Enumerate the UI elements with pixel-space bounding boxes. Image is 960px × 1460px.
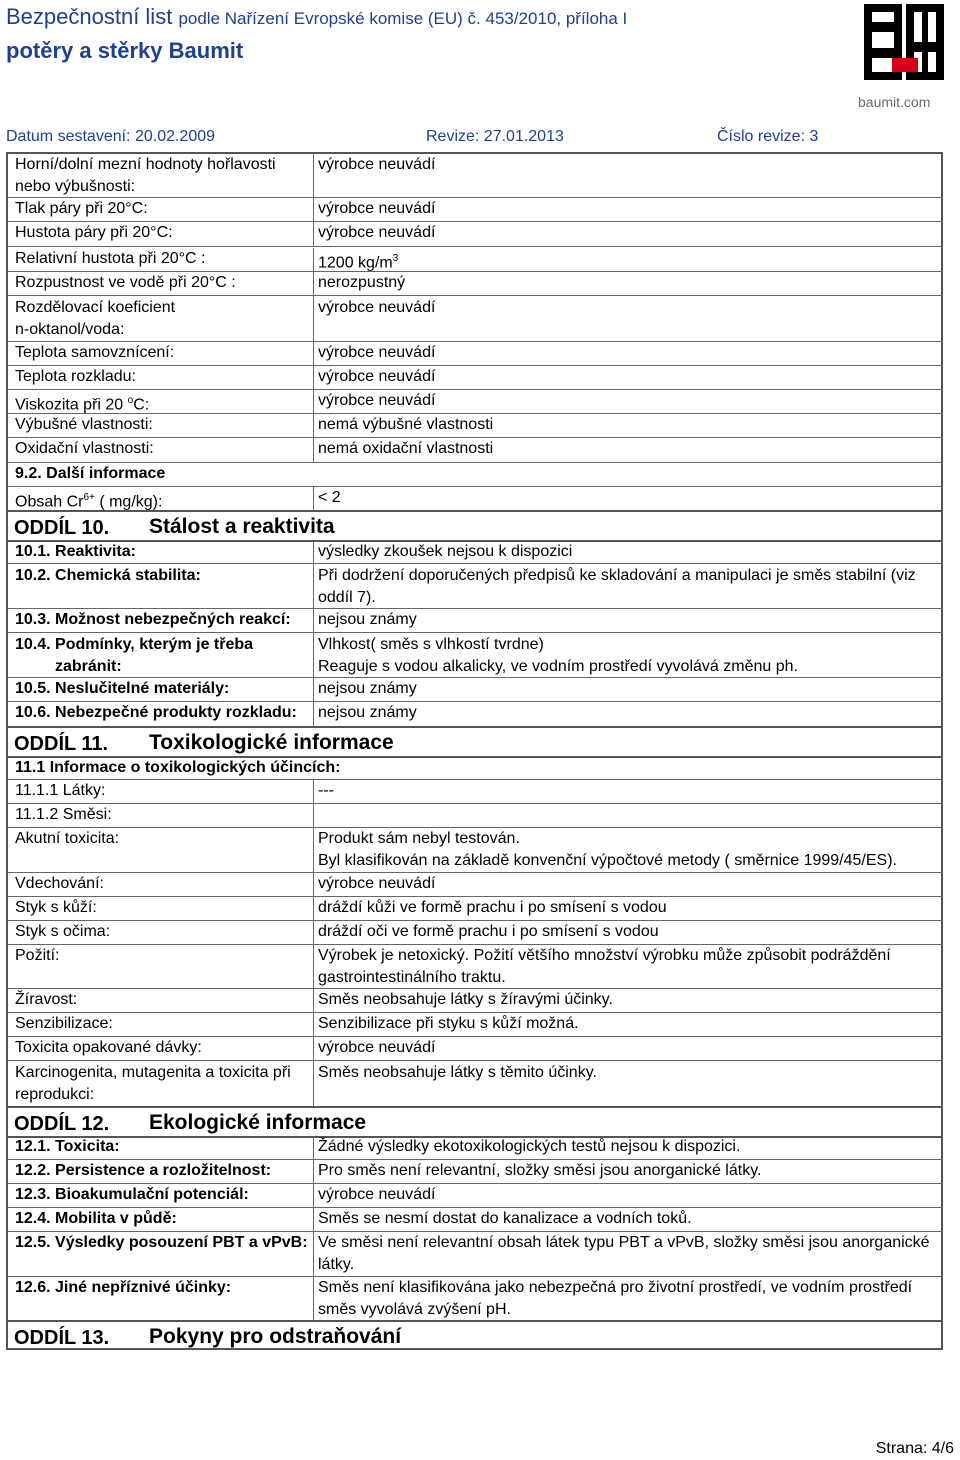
- row-value: gastrointestinálního traktu.: [318, 969, 506, 986]
- revision-number: Číslo revize: 3: [717, 128, 819, 145]
- subsection-heading: 9.2. Další informace: [15, 465, 166, 482]
- row-label: zabránit:: [55, 658, 122, 675]
- row-label: Požití:: [15, 947, 60, 964]
- s11-row: [8, 1013, 943, 1037]
- row-value: nejsou známy: [318, 704, 417, 721]
- row-label: reprodukci:: [15, 1086, 95, 1103]
- row-label: Teplota rozkladu:: [15, 368, 136, 385]
- row-value: látky.: [318, 1256, 355, 1273]
- row-label: 10.4. Podmínky, kterým je třeba: [15, 636, 254, 653]
- row-label: Senzibilizace:: [15, 1015, 113, 1032]
- s12-row: [8, 1277, 943, 1322]
- row-value: Výrobek je netoxický. Požití většího množství výrobku může způsobit podráždění: [318, 947, 891, 964]
- row-value: výrobce neuvádí: [318, 875, 436, 892]
- section-number: ODDÍL 13.: [14, 1327, 110, 1349]
- s9-row: [8, 198, 943, 222]
- row-value: výrobce neuvádí: [318, 344, 436, 361]
- divider: [313, 702, 314, 726]
- row-label: 10.1. Reaktivita:: [15, 543, 136, 560]
- s9-row: [8, 438, 943, 463]
- section-11-heading: [8, 726, 943, 758]
- row-value: oddíl 7).: [318, 589, 376, 606]
- row-label: Styk s očima:: [15, 923, 111, 940]
- divider: [313, 1037, 314, 1060]
- row-value: Vlhkost( směs s vlhkostí tvrdne): [318, 636, 544, 653]
- row-value: Ve směsi není relevantní obsah látek typu PBT a vPvB, složky směsi jsou anorganické: [318, 1234, 930, 1251]
- s9-row: [8, 390, 943, 414]
- divider: [313, 296, 314, 341]
- divider: [313, 414, 314, 437]
- row-label: 10.6. Nebezpečné produkty rozkladu:: [15, 704, 297, 721]
- row-value: výsledky zkoušek nejsou k dispozici: [318, 543, 573, 560]
- divider: [313, 989, 314, 1012]
- row-value: Žádné výsledky ekotoxikologických testů nejsou k dispozici.: [318, 1138, 741, 1155]
- s12-row: [8, 1232, 943, 1277]
- title-main: Bezpečnostní list: [6, 4, 173, 29]
- divider: [313, 780, 314, 803]
- row-label: Tlak páry při 20°C:: [15, 200, 148, 217]
- row-label: 10.5. Neslučitelné materiály:: [15, 680, 230, 697]
- row-label: nebo výbušnosti:: [15, 178, 136, 195]
- s10-row: [8, 564, 943, 609]
- subsection-heading: 11.1 Informace o toxikologických účincích:: [15, 759, 341, 776]
- divider: [313, 564, 314, 608]
- row-label: 10.3. Možnost nebezpečných reakcí:: [15, 611, 291, 628]
- s9-row: [8, 272, 943, 296]
- row-label: n-oktanol/voda:: [15, 321, 125, 338]
- divider: [313, 921, 314, 944]
- row-label: Styk s kůží:: [15, 899, 97, 916]
- row-value: výrobce neuvádí: [318, 1039, 436, 1056]
- row-label: 12.1. Toxicita:: [15, 1138, 120, 1155]
- row-value: výrobce neuvádí: [318, 299, 436, 316]
- row-label: Žíravost:: [15, 991, 78, 1008]
- row-label: Teplota samovznícení:: [15, 344, 175, 361]
- s12-row: [8, 1208, 943, 1232]
- row-label: Hustota páry při 20°C:: [15, 224, 173, 241]
- compiled-date: Datum sestavení: 20.02.2009: [6, 128, 216, 145]
- divider: [313, 1136, 314, 1159]
- s10-row: [8, 702, 943, 726]
- row-label: Obsah $Cr^{6+}$ ( mg/kg):: [15, 492, 163, 511]
- row-value: Směs neobsahuje látky s těmito účinky.: [318, 1064, 597, 1081]
- divider: [313, 897, 314, 920]
- row-value: Pro směs není relevantní, složky směsi jsou anorganické látky.: [318, 1162, 762, 1179]
- s11-row: [8, 1061, 943, 1106]
- divider: [313, 1013, 314, 1036]
- row-value: < 2: [318, 489, 341, 506]
- divider: [313, 609, 314, 632]
- s11-row: [8, 873, 943, 897]
- row-value: výrobce neuvádí: [318, 392, 436, 409]
- divider: [313, 804, 314, 827]
- s12-row: [8, 1184, 943, 1208]
- divider: [313, 1184, 314, 1207]
- section-title: Stálost a reaktivita: [149, 515, 335, 538]
- divider: [313, 198, 314, 221]
- row-value: směs vyvolává zvýšení pH.: [318, 1301, 511, 1318]
- row-value: Směs neobsahuje látky s žíravými účinky.: [318, 991, 613, 1008]
- row-value: Senzibilizace při styku s kůží možná.: [318, 1015, 579, 1032]
- row-value: nemá výbušné vlastnosti: [318, 416, 494, 433]
- row-label: 10.2. Chemická stabilita:: [15, 567, 201, 584]
- row-label: 12.5. Výsledky posouzení PBT a vPvB:: [15, 1234, 308, 1251]
- row-value: nejsou známy: [318, 680, 417, 697]
- s11-row: [8, 921, 943, 945]
- section-title: Ekologické informace: [149, 1111, 367, 1134]
- row-value: ---: [318, 782, 334, 799]
- row-label: 11.1.1 Látky:: [15, 782, 106, 799]
- row-value: dráždí kůži ve formě prachu i po smísení s vodou: [318, 899, 667, 916]
- s12-row: [8, 1136, 943, 1160]
- row-label: Oxidační vlastnosti:: [15, 440, 154, 457]
- divider: [313, 487, 314, 511]
- row-value: výrobce neuvádí: [318, 156, 436, 173]
- divider: [313, 438, 314, 462]
- s9-row: [8, 414, 943, 438]
- row-value: Při dodržení doporučených předpisů ke skladování a manipulaci je směs stabilní (viz: [318, 567, 916, 584]
- s10-row: [8, 633, 943, 678]
- divider: [313, 248, 314, 271]
- row-label: Rozdělovací koeficient: [15, 299, 176, 316]
- divider: [313, 633, 314, 677]
- section-number: ODDÍL 10.: [14, 517, 110, 539]
- s9-row: [8, 222, 943, 247]
- row-value: Směs není klasifikována jako nebezpečná pro životní prostředí, ve vodním prostředí: [318, 1279, 913, 1296]
- row-label: Relativní hustota při 20°C :: [15, 250, 206, 267]
- row-value: výrobce neuvádí: [318, 368, 436, 385]
- divider: [313, 1232, 314, 1276]
- divider: [313, 1160, 314, 1183]
- s11-heading-row: [8, 757, 943, 780]
- divider: [313, 366, 314, 389]
- divider: [313, 828, 314, 872]
- divider: [313, 222, 314, 246]
- divider: [313, 342, 314, 365]
- row-label: Akutní toxicita:: [15, 830, 120, 847]
- section-title: Toxikologické informace: [149, 731, 394, 754]
- title-regulation: podle Nařízení Evropské komise (EU) č. 453/2010, příloha I: [178, 9, 628, 28]
- row-value: nejsou známy: [318, 611, 417, 628]
- s9-row: [8, 248, 943, 272]
- row-value: výrobce neuvádí: [318, 1186, 436, 1203]
- divider: [313, 1061, 314, 1106]
- section-13-heading: [8, 1320, 943, 1350]
- row-label: Karcinogenita, mutagenita a toxicita při: [15, 1064, 291, 1081]
- s92-heading-row: [8, 463, 943, 487]
- s11-row: [8, 989, 943, 1013]
- s10-row: [8, 609, 943, 633]
- divider: [313, 873, 314, 896]
- row-value: Reaguje s vodou alkalicky, ve vodním prostředí vyvolává změnu ph.: [318, 658, 798, 675]
- s11-row: [8, 780, 943, 804]
- section-number: ODDÍL 11.: [14, 733, 109, 755]
- row-value: Směs se nesmí dostat do kanalizace a vodních toků.: [318, 1210, 692, 1227]
- s92-row: [8, 487, 943, 511]
- divider: [313, 272, 314, 295]
- s12-row: [8, 1160, 943, 1184]
- row-value: Produkt sám nebyl testován.: [318, 830, 520, 847]
- s11-row: [8, 828, 943, 873]
- s11-row: [8, 945, 943, 989]
- s9-row: [8, 366, 943, 390]
- row-label: Toxicita opakované dávky:: [15, 1039, 202, 1056]
- section-title: Pokyny pro odstraňování: [149, 1325, 402, 1348]
- row-label: Rozpustnost ve vodě při 20°C :: [15, 274, 236, 291]
- row-label: 12.6. Jiné nepříznivé účinky:: [15, 1279, 232, 1296]
- row-value: výrobce neuvádí: [318, 200, 436, 217]
- row-label: 11.1.2 Směsi:: [15, 806, 112, 823]
- row-value: nerozpustný: [318, 274, 406, 291]
- row-value: dráždí oči ve formě prachu i po smísení s vodou: [318, 923, 659, 940]
- page-number: Strana: 4/6: [875, 1440, 954, 1457]
- divider: [313, 945, 314, 988]
- divider: [313, 541, 314, 563]
- s11-row: [8, 1037, 943, 1061]
- s10-row: [8, 678, 943, 702]
- row-label: Horní/dolní mezní hodnoty hořlavosti: [15, 156, 276, 173]
- row-value: Byl klasifikován na základě konvenční výpočtové metody ( směrnice 1999/45/ES).: [318, 852, 897, 869]
- product-name: potěry a stěrky Baumit: [6, 38, 244, 63]
- divider: [313, 390, 314, 413]
- baumit-logo: [862, 2, 946, 82]
- s9-row: [8, 154, 943, 198]
- s10-row: [8, 541, 943, 564]
- section-12-heading: [8, 1106, 943, 1138]
- s11-row: [8, 804, 943, 828]
- row-label: 12.4. Mobilita v půdě:: [15, 1210, 177, 1227]
- row-label: 12.2. Persistence a rozložitelnost:: [15, 1162, 272, 1179]
- row-label: Vdechování:: [15, 875, 104, 892]
- s9-row: [8, 342, 943, 366]
- row-label: Výbušné vlastnosti:: [15, 416, 153, 433]
- row-label: Viskozita při 20 $^o$C:: [15, 395, 150, 414]
- divider: [313, 154, 314, 197]
- section-number: ODDÍL 12.: [14, 1113, 110, 1135]
- s11-row: [8, 897, 943, 921]
- logo-url: baumit.com: [858, 94, 931, 110]
- document-title: [6, 4, 627, 30]
- divider: [313, 1277, 314, 1322]
- s9-row: [8, 296, 943, 342]
- section-10-heading: [8, 510, 943, 542]
- divider: [313, 678, 314, 701]
- row-value: výrobce neuvádí: [318, 224, 436, 241]
- row-value: nemá oxidační vlastnosti: [318, 440, 494, 457]
- row-label: 12.3. Bioakumulační potenciál:: [15, 1186, 249, 1203]
- divider: [313, 1208, 314, 1231]
- revision-date: Revize: 27.01.2013: [426, 128, 564, 145]
- row-value: 1200 $kg/m^3$: [318, 253, 399, 272]
